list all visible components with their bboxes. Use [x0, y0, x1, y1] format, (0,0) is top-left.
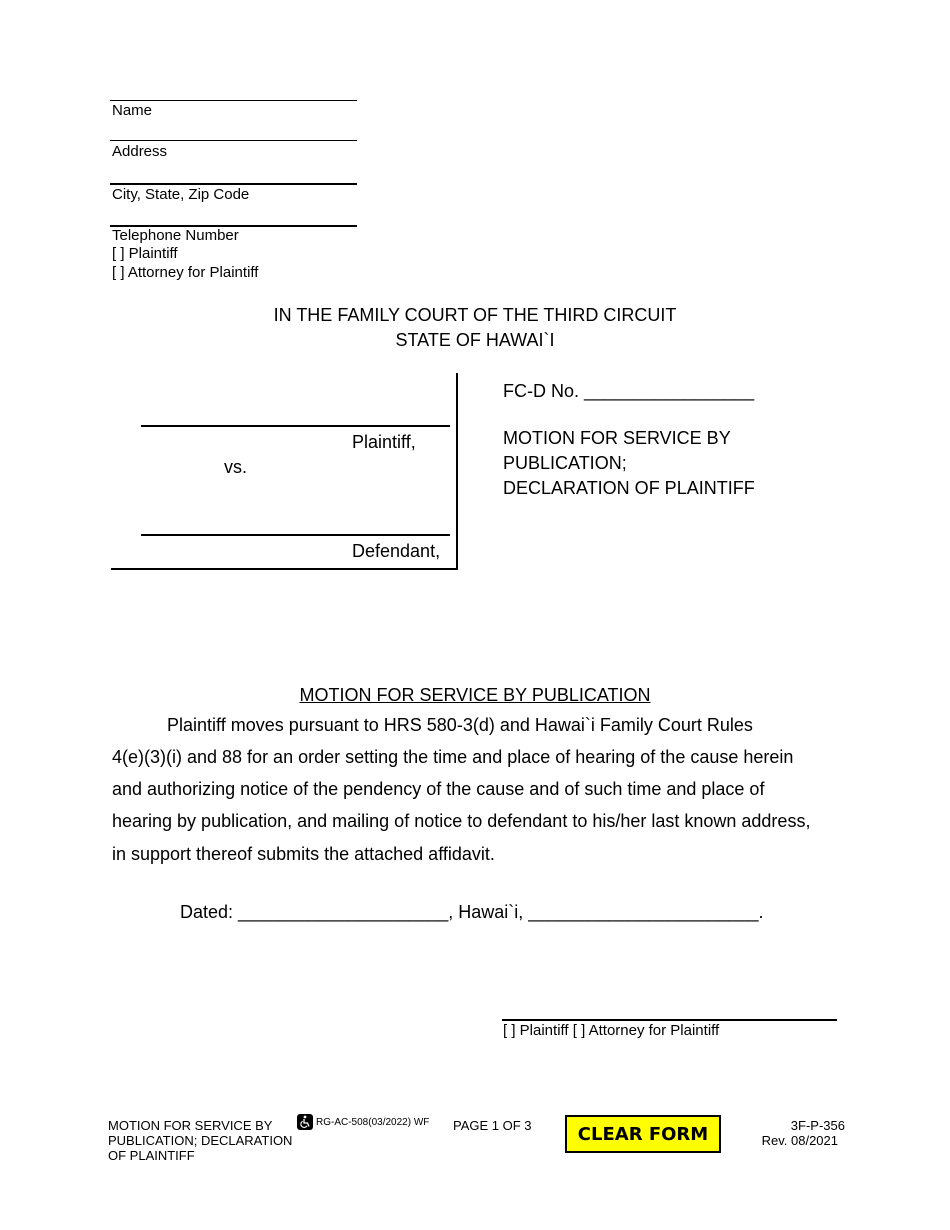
motion-line-1: Plaintiff moves pursuant to HRS 580-3(d) and Hawai`i Family Court Rules [167, 715, 753, 735]
city-line [110, 183, 357, 185]
dated-line[interactable]: Dated: _____________________, Hawai`i, _______________________. [180, 902, 764, 922]
ada-code: RG-AC-508(03/2022) WF [316, 1117, 430, 1128]
plaintiff-checkbox[interactable]: [ ] Plaintiff [112, 245, 178, 262]
signature-line [502, 1019, 837, 1021]
accessibility-icon [297, 1114, 313, 1130]
defendant-name-line [141, 534, 450, 536]
page-number: PAGE 1 OF 3 [453, 1118, 532, 1133]
footer-title-line2: PUBLICATION; DECLARATION [108, 1133, 293, 1148]
doc-title-line3: DECLARATION OF PLAINTIFF [503, 478, 755, 498]
footer-title-line1: MOTION FOR SERVICE BY [108, 1118, 273, 1133]
motion-heading [0, 685, 950, 706]
plaintiff-name-line [141, 425, 450, 427]
motion-line-4: hearing by publication, and mailing of notice to defendant to his/her last known address, [112, 811, 811, 831]
court-title: IN THE FAMILY COURT OF THE THIRD CIRCUIT [273, 305, 677, 325]
form-number: 3F-P-356 [790, 1118, 845, 1133]
caption-divider [456, 373, 458, 570]
revision-date: Rev. 08/2021 [761, 1133, 838, 1148]
address-label: Address [112, 143, 168, 160]
attorney-checkbox[interactable]: [ ] Attorney for Plaintiff [112, 264, 259, 281]
doc-title-line2: PUBLICATION; [503, 453, 627, 473]
footer-title-line3: OF PLAINTIFF [108, 1148, 195, 1163]
motion-heading-text: MOTION FOR SERVICE BY PUBLICATION [299, 685, 651, 705]
name-line [110, 100, 357, 101]
plaintiff-caption-label: Plaintiff, [352, 432, 416, 452]
case-number[interactable]: FC-D No. _________________ [503, 381, 755, 401]
name-label: Name [112, 102, 153, 119]
vs-label: vs. [224, 457, 248, 477]
motion-line-3: and authorizing notice of the pendency of the cause and of such time and place of [112, 779, 765, 799]
defendant-caption-label: Defendant, [352, 541, 441, 561]
caption-bottom-line [111, 568, 458, 570]
doc-title-line1: MOTION FOR SERVICE BY [503, 428, 731, 448]
court-state: STATE OF HAWAI`I [395, 330, 555, 350]
motion-line-5: in support thereof submits the attached affidavit. [112, 844, 495, 864]
motion-line-2: 4(e)(3)(i) and 88 for an order setting the time and place of hearing of the cause herein [112, 747, 794, 767]
signature-role[interactable]: [ ] Plaintiff [ ] Attorney for Plaintiff [503, 1022, 720, 1039]
clear-form-button[interactable]: CLEAR FORM [565, 1115, 721, 1153]
city-state-zip-label: City, State, Zip Code [112, 186, 250, 203]
telephone-label: Telephone Number [112, 227, 239, 244]
address-line [110, 140, 357, 141]
footer-title [108, 1118, 292, 1163]
